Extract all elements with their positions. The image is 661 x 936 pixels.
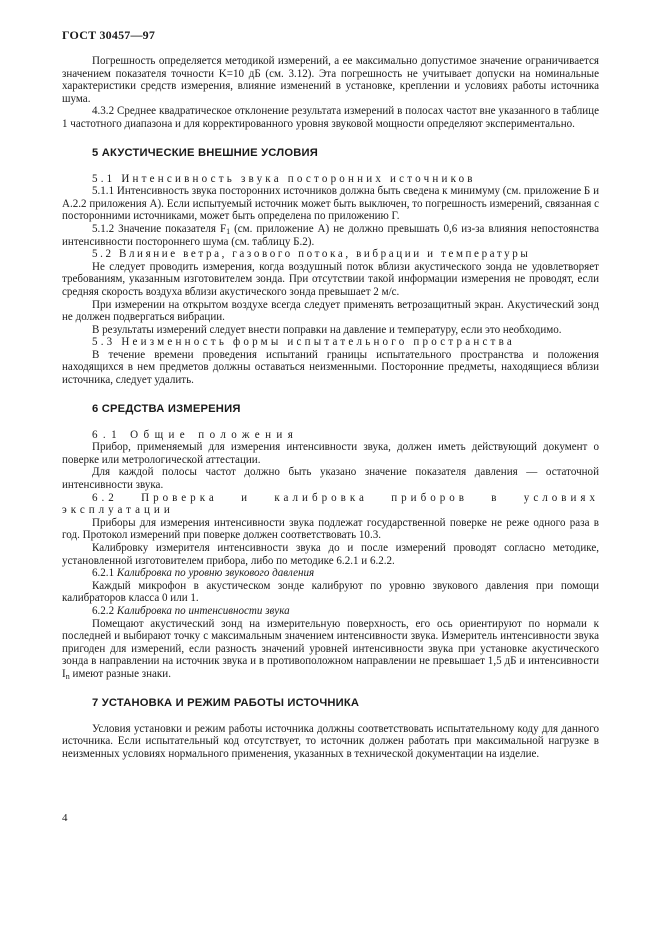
- paragraph: Погрешность определяется методикой измерений, а ее максимально допустимое значение ограничивается значением показателя точности K=10 дБ (см. 3.12). Эта погрешность не учитывает допуски на номинальные характеристики средств измерения, влияние изменений в установке, креплении и условиях работы источника шума.: [62, 55, 599, 105]
- subsection-heading-6-2-2: 6.2.2 Калибровка по интенсивности звука: [92, 604, 290, 617]
- paragraph: 4.3.2 Среднее квадратическое отклонение результата измерений в полосах частот вне указанного в таблице 1 частотного диапазона и для корректированного уровня звуковой мощности определяют экспериментально.: [62, 105, 599, 130]
- subsection-heading-6-2: 6.2 Проверка и калибровка приборов в условиях эксплуатации: [62, 491, 599, 517]
- paragraph: В течение времени проведения испытаний границы испытательного пространства и положения находящихся в нем предметов должны оставаться неизменными. Посторонние предметы, находящиеся вблизи источника, следует удалить.: [62, 348, 599, 387]
- paragraph: При измерении на открытом воздухе всегда следует применять ветрозащитный экран. Акустический зонд не должен подвергаться вибрации.: [62, 298, 599, 324]
- paragraph: В результаты измерений следует внести поправки на давление и температуру, если это необходимо.: [92, 323, 562, 336]
- section-heading-6: 6 СРЕДСТВА ИЗМЕРЕНИЯ: [92, 402, 241, 415]
- paragraph: Не следует проводить измерения, когда воздушный поток вблизи акустического зонда не удовлетворяет требованиям, указанным изготовителем зонда. При отсутствии такой информации измерения не проводят, если средняя скорость воздуха вблизи акустического зонда превышает 2 м/с.: [62, 260, 599, 298]
- paragraph: 5.1.1 Интенсивность звука посторонних источников должна быть сведена к минимуму (см. приложение Б и А.2.2 приложения А). Если испытуемый источник может быть выключен, то погрешность измерений, связанная с посторонними источниками, может быть определена по приложению Г.: [62, 185, 599, 223]
- document-header: ГОСТ 30457—97: [62, 28, 156, 42]
- subsection-heading-5-3: 5.3 Неизменность формы испытательного пространства: [92, 336, 515, 349]
- section-heading-7: 7 УСТАНОВКА И РЕЖИМ РАБОТЫ ИСТОЧНИКА: [92, 696, 360, 709]
- subsection-heading-6-1: 6.1 Общие положения: [92, 428, 299, 441]
- paragraph: Каждый микрофон в акустическом зонде калибруют по уровню звукового давления при помощи калибраторов класса 0 или 1.: [62, 579, 599, 605]
- paragraph: Помещают акустический зонд на измерительную поверхность, его ось ориентируют по нормали к последней и выбирают точку с максимальным значением интенсивности звука. Измеритель интенсивности звука пригоден для измерений, если разность значений уровней интенсивности звука при установке акустического зонда в направлении на источник звука и в противоположном направлении не превышает 1,5 дБ и интенсивности $I_n$ имеют разные знаки.: [62, 617, 599, 681]
- paragraph: Условия установки и режим работы источника должны соответствовать испытательному коду для данного источника. Если испытательный код отсутствует, то источник должен работать при максимальной нагрузке в неизменных условиях нормального применения, указанных в технической документации на изделие.: [62, 722, 599, 760]
- subsection-heading-5-1: 5.1 Интенсивность звука посторонних источников: [92, 172, 476, 185]
- paragraph: 5.1.2 Значение показателя $F_1$ (см. приложение А) не должно превышать 0,6 из-за влияния непостоянства интенсивности постороннего шума (см. таблицу Б.2).: [62, 222, 599, 248]
- page-number: 4: [62, 812, 68, 824]
- paragraph: Приборы для измерения интенсивности звука подлежат государственной поверке не реже одного раза в год. Протокол измерений при поверке должен соответствовать 10.3.: [62, 516, 599, 542]
- subsection-heading-6-2-1: 6.2.1 Калибровка по уровню звукового давления: [92, 567, 315, 580]
- paragraph: Калибровку измерителя интенсивности звука до и после измерений проводят согласно методике, установленной изготовителем прибора, либо по методике 6.2.1 и 6.2.2.: [62, 542, 599, 567]
- paragraph: Прибор, применяемый для измерения интенсивности звука, должен иметь действующий документ о поверке или метрологической аттестации.: [62, 441, 599, 466]
- section-heading-5: 5 АКУСТИЧЕСКИЕ ВНЕШНИЕ УСЛОВИЯ: [92, 146, 319, 159]
- document-page: [62, 28, 599, 760]
- paragraph: Для каждой полосы частот должно быть указано значение показателя давления — остаточной интенсивности звука.: [62, 466, 599, 492]
- subsection-heading-5-2: 5.2 Влияние ветра, газового потока, вибрации и температуры: [92, 248, 531, 261]
